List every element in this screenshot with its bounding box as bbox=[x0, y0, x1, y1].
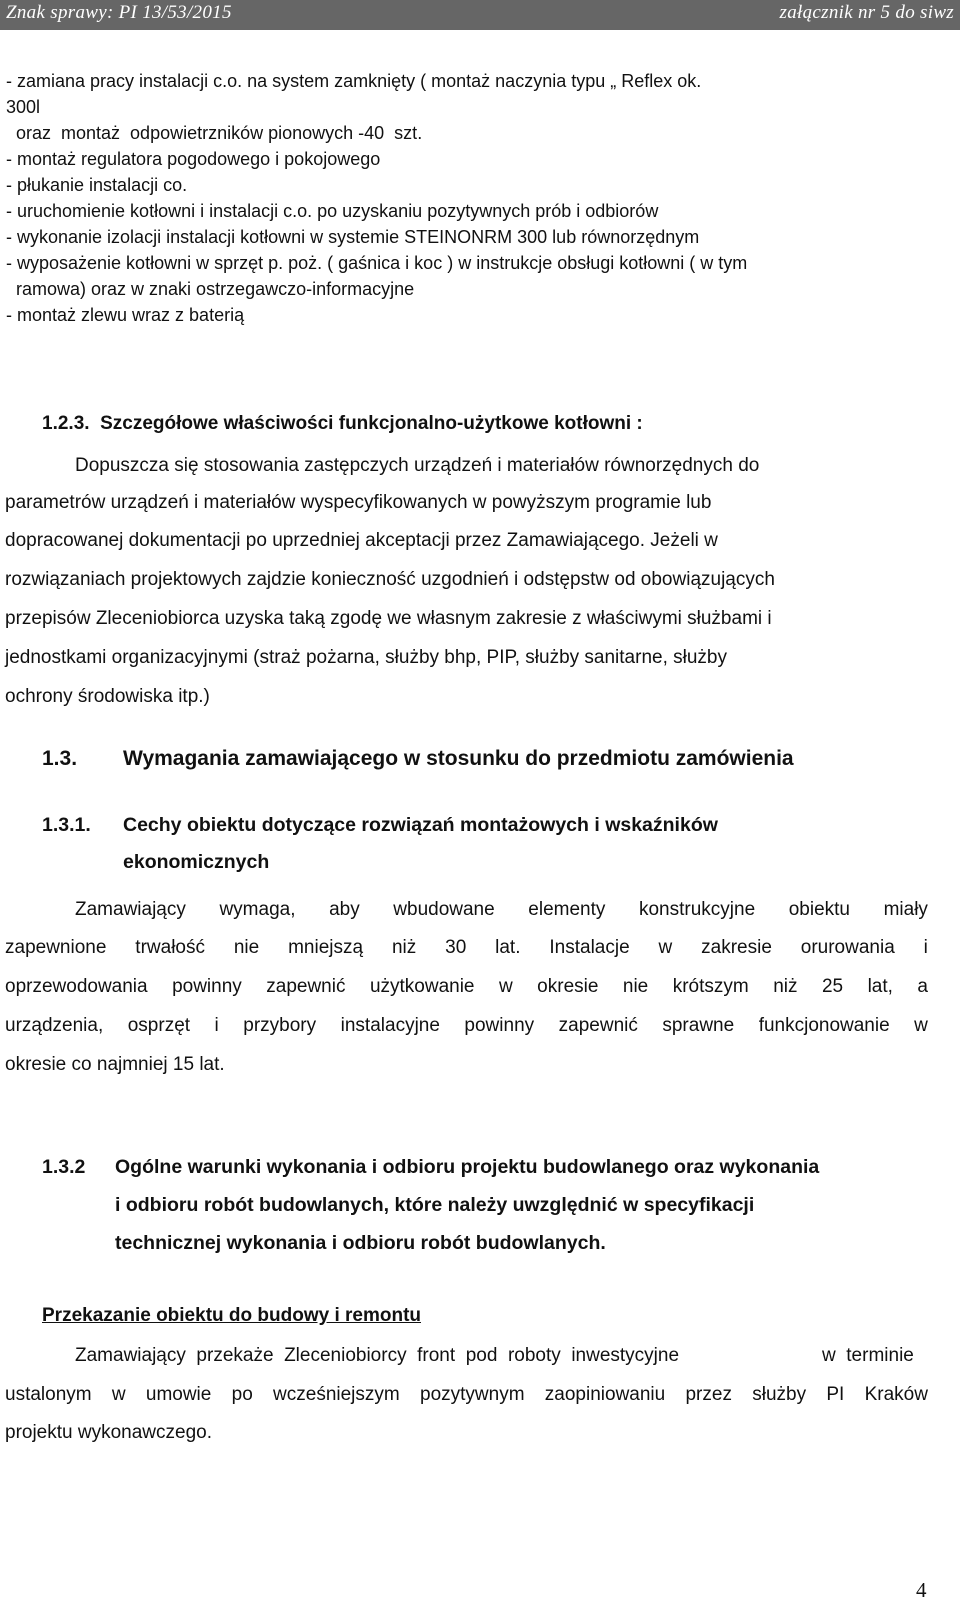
word: wbudowane bbox=[393, 899, 495, 920]
word: umowie bbox=[145, 1384, 212, 1405]
word: konstrukcyjne bbox=[638, 899, 756, 920]
word: nie bbox=[622, 976, 649, 997]
word: Instalacje bbox=[549, 937, 630, 958]
handover-heading: Przekazanie obiektu do budowy i remontu bbox=[42, 1305, 421, 1326]
word: instalacyjne bbox=[340, 1015, 440, 1036]
list-line: - montaż regulatora pogodowego i pokojowego bbox=[6, 149, 381, 169]
paragraph-line: projektu wykonawczego. bbox=[5, 1422, 212, 1443]
header-case-number: Znak sprawy: PI 13/53/2015 bbox=[6, 2, 232, 23]
paragraph-line: ochrony środowiska itp.) bbox=[5, 686, 210, 707]
word: w bbox=[498, 976, 513, 997]
word: nie bbox=[233, 937, 260, 958]
page-header bbox=[0, 0, 960, 30]
paragraph-line: Zamawiający przekaże Zleceniobiorcy front pod roboty inwestycyjne bbox=[75, 1345, 680, 1366]
section-132-number: 1.3.2 bbox=[42, 1156, 86, 1178]
word: w bbox=[658, 937, 673, 958]
word: Kraków bbox=[864, 1384, 928, 1405]
word: w bbox=[914, 1015, 928, 1036]
word: lat. bbox=[495, 937, 521, 958]
section-131-number: 1.3.1. bbox=[42, 814, 91, 836]
list-line: - wykonanie izolacji instalacji kotłowni w systemie STEINONRM 300 lub równorzędnym bbox=[6, 227, 700, 247]
word: PI bbox=[826, 1384, 845, 1405]
word: mniejszą bbox=[288, 937, 364, 958]
word: niż bbox=[773, 976, 798, 997]
paragraph-line: Dopuszcza się stosowania zastępczych urządzeń i materiałów równorzędnych do bbox=[75, 455, 760, 476]
paragraph-line: dopracowanej dokumentacji po uprzedniej akceptacji przez Zamawiającego. Jeżeli w bbox=[5, 530, 718, 551]
word: Zamawiający bbox=[75, 899, 186, 920]
word: obiektu bbox=[788, 899, 850, 920]
word: powinny bbox=[464, 1015, 535, 1036]
paragraph-line: jednostkami organizacyjnymi (straż pożarna, służby bhp, PIP, służby sanitarne, służby bbox=[5, 647, 727, 668]
paragraph-line: rozwiązaniach projektowych zajdzie konieczność uzgodnień i odstępstw od obowiązujących bbox=[5, 569, 775, 590]
word: służby bbox=[752, 1384, 807, 1405]
word: wcześniejszym bbox=[273, 1384, 400, 1405]
list-line: oraz montaż odpowietrzników pionowych -40 szt. bbox=[6, 123, 423, 143]
word: trwałość bbox=[135, 937, 205, 958]
word: 25 bbox=[821, 976, 844, 997]
word: niż bbox=[391, 937, 417, 958]
section-132-title-cont: i odbioru robót budowlanych, które należy uwzględnić w specyfikacji bbox=[115, 1194, 755, 1216]
section-13-number: 1.3. bbox=[42, 747, 78, 770]
paragraph-line: w terminie bbox=[822, 1345, 914, 1366]
list-line: - uruchomienie kotłowni i instalacji c.o. po uzyskaniu pozytywnych prób i odbiorów bbox=[6, 201, 659, 221]
list-line: - płukanie instalacji co. bbox=[6, 175, 188, 195]
list-line: ramowa) oraz w znaki ostrzegawczo-informacyjne bbox=[6, 279, 415, 299]
word: lat, bbox=[867, 976, 893, 997]
word: zapewnić bbox=[558, 1015, 638, 1036]
word: elementy bbox=[528, 899, 606, 920]
paragraph-line: przepisów Zleceniobiorca uzyska taką zgodę we własnym zakresie z właściwymi służbami i bbox=[5, 608, 772, 629]
page-number: 4 bbox=[916, 1578, 927, 1602]
word: krótszym bbox=[672, 976, 749, 997]
list-line: 300l bbox=[6, 97, 41, 117]
section-132-title-cont: technicznej wykonania i odbioru robót budowlanych. bbox=[115, 1232, 606, 1254]
word: przybory bbox=[243, 1015, 317, 1036]
justified-line bbox=[5, 1015, 928, 1037]
header-attachment-label: załącznik nr 5 do siwz bbox=[779, 2, 954, 23]
word: osprzęt bbox=[127, 1015, 191, 1036]
word: urządzenia, bbox=[5, 1015, 104, 1036]
section-131-title-cont: ekonomicznych bbox=[123, 851, 270, 873]
section-131-title: Cechy obiektu dotyczące rozwiązań montażowych i wskaźników bbox=[123, 814, 718, 836]
word: w bbox=[111, 1384, 126, 1405]
section-13-title: Wymagania zamawiającego w stosunku do przedmiotu zamówienia bbox=[123, 747, 794, 770]
word: sprawne bbox=[662, 1015, 735, 1036]
word: po bbox=[231, 1384, 253, 1405]
justified-line bbox=[75, 899, 928, 921]
word: a bbox=[917, 976, 928, 997]
word: wymaga, bbox=[219, 899, 296, 920]
word: zapewnić bbox=[266, 976, 346, 997]
word: powinny bbox=[172, 976, 242, 997]
list-line: - montaż zlewu wraz z baterią bbox=[6, 305, 245, 325]
paragraph-line: okresie co najmniej 15 lat. bbox=[5, 1054, 225, 1075]
word: okresie bbox=[537, 976, 599, 997]
word: i bbox=[214, 1015, 219, 1036]
word: zaopiniowaniu bbox=[544, 1384, 666, 1405]
word: i bbox=[923, 937, 928, 958]
word: użytkowanie bbox=[369, 976, 475, 997]
paragraph-line: parametrów urządzeń i materiałów wyspecyfikowanych w powyższym programie lub bbox=[5, 492, 712, 513]
word: orurowania bbox=[800, 937, 895, 958]
word: aby bbox=[329, 899, 360, 920]
section-123-heading: 1.2.3. Szczegółowe właściwości funkcjonalno-użytkowe kotłowni : bbox=[42, 413, 643, 434]
justified-line bbox=[5, 976, 928, 998]
word: oprzewodowania bbox=[5, 976, 148, 997]
word: ustalonym bbox=[5, 1384, 92, 1405]
word: pozytywnym bbox=[420, 1384, 525, 1405]
word: miały bbox=[883, 899, 928, 920]
justified-line bbox=[5, 1384, 928, 1406]
word: zapewnione bbox=[5, 937, 107, 958]
section-132-title: Ogólne warunki wykonania i odbioru projektu budowlanego oraz wykonania bbox=[115, 1156, 820, 1178]
list-line: - zamiana pracy instalacji c.o. na system zamknięty ( montaż naczynia typu „ Reflex ok. bbox=[6, 71, 702, 91]
justified-line bbox=[5, 937, 928, 959]
word: 30 bbox=[445, 937, 467, 958]
word: zakresie bbox=[701, 937, 772, 958]
word: przez bbox=[685, 1384, 732, 1405]
list-line: - wyposażenie kotłowni w sprzęt p. poż. ( gaśnica i koc ) w instrukcje obsługi kotłowni ( w tym bbox=[6, 253, 748, 273]
word: funkcjonowanie bbox=[758, 1015, 890, 1036]
